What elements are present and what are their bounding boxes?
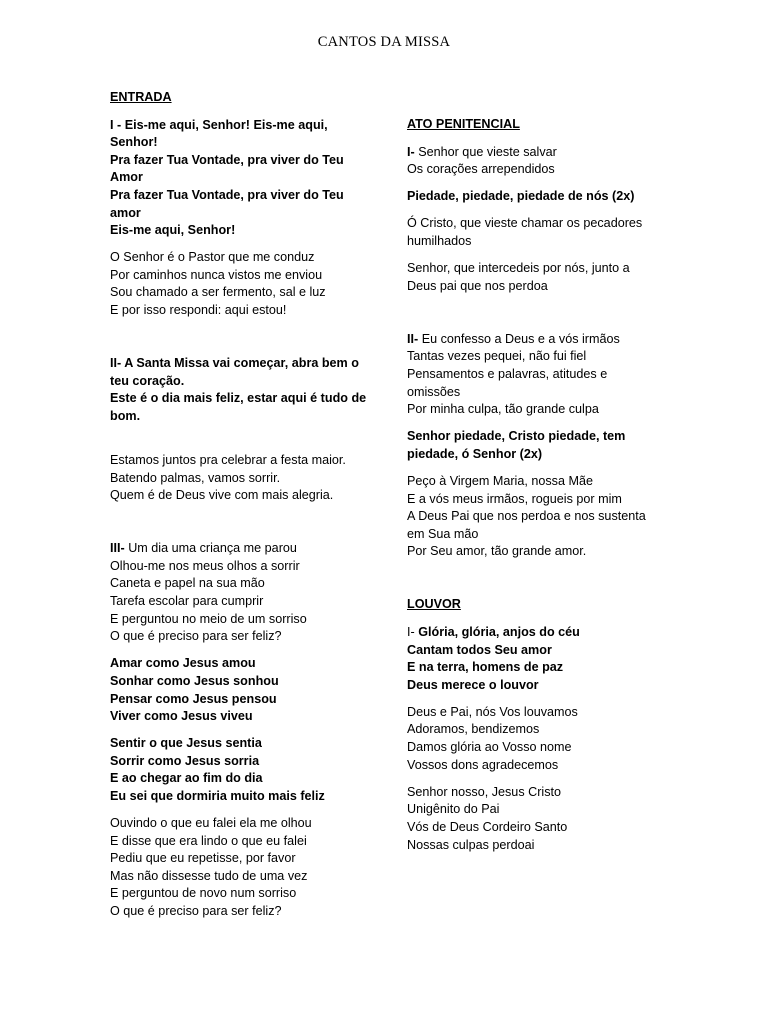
lyric-line: Sorrir como Jesus sorria — [110, 753, 260, 768]
lyric-line: Pensamentos e palavras, atitudes e — [407, 366, 608, 381]
lyric-line: Senhor, que intercedeis por nós, junto a — [407, 261, 630, 276]
lyric-line: Deus pai que nos perdoa — [407, 278, 548, 293]
stanza — [110, 117, 368, 240]
lyric-line — [407, 144, 667, 162]
verse-label: II- — [407, 331, 419, 346]
lyric-line: Tantas vezes pequei, não fui fiel — [407, 349, 587, 364]
lyric-line: Peço à Virgem Maria, nossa Mãe — [407, 473, 593, 488]
lyric-line: Sentir o que Jesus sentia — [110, 736, 262, 751]
stanza — [407, 331, 667, 419]
lyric-line: Sonhar como Jesus sonhou — [110, 673, 279, 688]
lyric-line: E ao chegar ao fim do dia — [110, 771, 263, 786]
stanza — [110, 540, 368, 646]
lyric-line: E a vós meus irmãos, rogueis por mim — [407, 491, 622, 506]
lyric-line: Caneta e papel na sua mão — [110, 576, 265, 591]
lyric-line: Damos glória ao Vosso nome — [407, 740, 572, 755]
lyric-line: Amar como Jesus amou — [110, 656, 256, 671]
lyric-line: Pra fazer Tua Vontade, pra viver do Teu — [110, 152, 344, 167]
stanza — [407, 704, 667, 774]
verse-label: I- — [407, 624, 415, 639]
lyric-line: Por Seu amor, tão grande amor. — [407, 544, 587, 559]
lyric-line: teu coração. — [110, 373, 185, 388]
section-heading-louvor: LOUVOR — [407, 597, 461, 612]
left-column — [110, 89, 368, 930]
lyric-line: Pensar como Jesus pensou — [110, 691, 277, 706]
lyric-line: amor — [110, 205, 141, 220]
lyric-line: Ouvindo o que eu falei ela me olhou — [110, 816, 312, 831]
lyric-line: O Senhor é o Pastor que me conduz — [110, 250, 315, 265]
lyric-text: Um dia uma criança me parou — [124, 541, 297, 556]
section-heading-entrada: ENTRADA — [110, 90, 172, 104]
lyric-text: Eu confesso a Deus e a vós irmãos — [418, 331, 620, 346]
stanza — [110, 452, 368, 505]
lyric-line: Eis-me aqui, Senhor! — [110, 223, 236, 238]
lyric-line — [110, 540, 368, 558]
lyric-line: E na terra, homens de paz — [407, 660, 564, 675]
stanza — [407, 624, 667, 694]
lyric-line: Cantam todos Seu amor — [407, 642, 552, 657]
lyric-line: piedade, ó Senhor (2x) — [407, 446, 543, 461]
lyric-line: Sou chamado a ser fermento, sal e luz — [110, 285, 326, 300]
stanza — [110, 355, 368, 425]
lyric-line: em Sua mão — [407, 526, 479, 541]
section-heading-ato-penitencial: ATO PENITENCIAL — [407, 117, 520, 131]
stanza — [407, 473, 667, 561]
stanza — [110, 735, 368, 805]
lyric-line: Amor — [110, 170, 143, 185]
lyric-line: A Deus Pai que nos perdoa e nos sustenta — [407, 509, 646, 524]
lyric-line: Deus merece o louvor — [407, 677, 539, 692]
lyric-line: Vós de Deus Cordeiro Santo — [407, 819, 568, 834]
lyric-line: Nossas culpas perdoai — [407, 837, 535, 852]
lyric-line: Pediu que eu repetisse, por favor — [110, 851, 296, 866]
lyric-line: I - Eis-me aqui, Senhor! Eis-me aqui, — [110, 117, 328, 132]
stanza — [407, 784, 667, 854]
stanza — [407, 188, 667, 206]
lyric-text: Glória, glória, anjos do céu — [414, 624, 580, 639]
lyric-line: Batendo palmas, vamos sorrir. — [110, 470, 281, 485]
lyric-line: O que é preciso para ser feliz? — [110, 629, 282, 644]
lyric-text: Senhor que vieste salvar — [414, 144, 557, 159]
stanza — [110, 655, 368, 725]
lyric-line: Piedade, piedade, piedade de nós (2x) — [407, 189, 635, 204]
lyric-line: Pra fazer Tua Vontade, pra viver do Teu — [110, 187, 344, 202]
lyric-line: Olhou-me nos meus olhos a sorrir — [110, 558, 300, 573]
lyric-line: O que é preciso para ser feliz? — [110, 904, 282, 919]
verse-label: III- — [110, 541, 125, 556]
stanza — [407, 144, 667, 179]
lyric-line: Estamos juntos pra celebrar a festa maior. — [110, 453, 346, 467]
lyric-line: Tarefa escolar para cumprir — [110, 594, 264, 609]
lyric-line: Ó Cristo, que vieste chamar os pecadores — [407, 216, 643, 231]
lyric-line: omissões — [407, 384, 461, 399]
lyric-line — [407, 331, 667, 349]
lyric-line: Vossos dons agradecemos — [407, 757, 559, 772]
lyric-line: Deus e Pai, nós Vos louvamos — [407, 704, 578, 719]
stanza — [407, 428, 667, 463]
lyric-line: E por isso respondi: aqui estou! — [110, 303, 287, 318]
lyric-line: II- A Santa Missa vai começar, abra bem o — [110, 356, 359, 371]
lyric-line: Adoramos, bendizemos — [407, 722, 540, 737]
lyric-line: Senhor nosso, Jesus Cristo — [407, 784, 561, 799]
lyric-line: Mas não dissesse tudo de uma vez — [110, 868, 308, 883]
stanza — [407, 215, 667, 250]
lyric-line: Eu sei que dormiria muito mais feliz — [110, 789, 325, 803]
lyric-line: Os corações arrependidos — [407, 162, 555, 177]
lyric-line: Por minha culpa, tão grande culpa — [407, 402, 599, 417]
lyric-line: Quem é de Deus vive com mais alegria. — [110, 488, 334, 503]
lyric-line: Senhor piedade, Cristo piedade, tem — [407, 429, 626, 444]
stanza — [110, 815, 368, 921]
lyric-line — [407, 624, 667, 642]
right-column — [407, 116, 667, 864]
stanza — [407, 260, 667, 295]
lyric-line: Senhor! — [110, 135, 158, 150]
lyric-line: E perguntou de novo num sorriso — [110, 886, 297, 901]
lyric-line: humilhados — [407, 233, 472, 248]
lyric-line: Por caminhos nunca vistos me enviou — [110, 267, 323, 282]
lyric-line: E disse que era lindo o que eu falei — [110, 833, 307, 848]
verse-label: I- — [407, 144, 415, 159]
lyric-line: E perguntou no meio de um sorriso — [110, 611, 307, 626]
lyric-line: Unigênito do Pai — [407, 802, 500, 817]
stanza — [110, 249, 368, 319]
page-title: CANTOS DA MISSA — [317, 34, 451, 50]
lyric-line: Este é o dia mais feliz, estar aqui é tudo de — [110, 391, 367, 406]
lyric-line: bom. — [110, 408, 141, 423]
lyric-line: Viver como Jesus viveu — [110, 709, 253, 724]
